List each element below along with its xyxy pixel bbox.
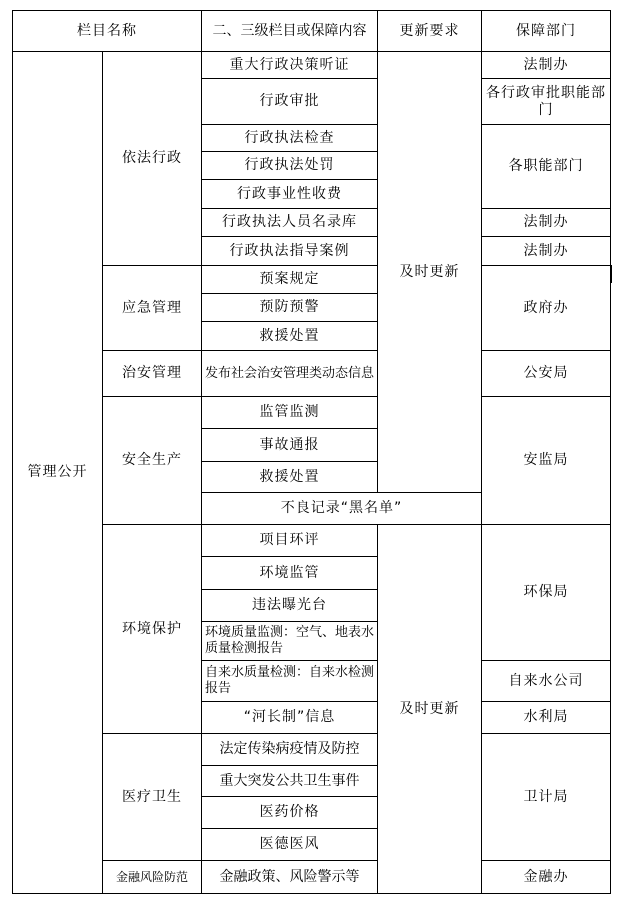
dept-water-bureau: 水利局	[481, 701, 611, 734]
group-legal-administration: 依法行政	[102, 51, 202, 266]
item-violation-exposure: 违法曝光台	[201, 589, 378, 622]
dept-public-security-bureau: 公安局	[481, 350, 611, 397]
header-column-update: 更新要求	[377, 10, 482, 52]
dept-environmental-bureau: 环保局	[481, 524, 611, 661]
dept-legal-office-3: 法制办	[481, 236, 611, 266]
dept-legal-office-1: 法制办	[481, 51, 611, 79]
update-requirement-lower: 及时更新	[377, 524, 482, 894]
group-environmental-protection: 环境保护	[102, 524, 202, 734]
group-emergency-management: 应急管理	[102, 265, 202, 351]
header-column-content: 二、三级栏目或保障内容	[201, 10, 378, 52]
update-requirement-upper: 及时更新	[377, 51, 482, 493]
dept-water-company: 自来水公司	[481, 660, 611, 702]
item-tap-water-report: 自来水质量检测：自来水检测报告	[201, 660, 378, 702]
item-security-dynamic-info: 发布社会治安管理类动态信息	[201, 350, 378, 397]
group-medical-health: 医疗卫生	[102, 733, 202, 861]
group-public-security: 治安管理	[102, 350, 202, 397]
header-column-department: 保障部门	[481, 10, 611, 52]
item-plan-rules: 预案规定	[201, 265, 378, 294]
item-enforcement-inspection: 行政执法检查	[201, 124, 378, 152]
item-public-health-emergency: 重大突发公共卫生事件	[201, 765, 378, 797]
item-rescue-disposal-safety: 救援处置	[201, 461, 378, 493]
group-financial-risk: 金融风险防范	[102, 860, 202, 894]
item-enforcement-penalty: 行政执法处罚	[201, 151, 378, 180]
item-enforcement-guidance-cases: 行政执法指导案例	[201, 236, 378, 266]
item-bad-record-blacklist: 不良记录“黑名单”	[201, 492, 482, 525]
group-safety-production: 安全生产	[102, 396, 202, 525]
item-rescue-disposal-emergency: 救援处置	[201, 321, 378, 351]
item-epidemic-control: 法定传染病疫情及防控	[201, 733, 378, 766]
text-cursor-mark	[610, 265, 612, 283]
item-river-chief-info: “河长制”信息	[201, 701, 378, 734]
item-administrative-approval: 行政审批	[201, 78, 378, 125]
item-enforcement-staff-directory: 行政执法人员名录库	[201, 208, 378, 237]
section-management-disclosure: 管理公开	[12, 51, 103, 894]
item-project-eia: 项目环评	[201, 524, 378, 557]
dept-health-bureau: 卫计局	[481, 733, 611, 861]
header-column-name: 栏目名称	[12, 10, 202, 52]
dept-legal-office-2: 法制办	[481, 208, 611, 237]
item-financial-policy: 金融政策、风险警示等	[201, 860, 378, 894]
dept-finance-office: 金融办	[481, 860, 611, 894]
item-supervision-monitoring: 监管监测	[201, 396, 378, 429]
item-medicine-price: 医药价格	[201, 796, 378, 829]
dept-government-office: 政府办	[481, 265, 611, 351]
item-major-decision-hearing: 重大行政决策听证	[201, 51, 378, 79]
dept-approval-departments: 各行政审批职能部门	[481, 78, 611, 125]
item-administrative-fees: 行政事业性收费	[201, 179, 378, 209]
item-accident-report: 事故通报	[201, 428, 378, 462]
item-environmental-supervision: 环境监管	[201, 556, 378, 590]
item-medical-ethics: 医德医风	[201, 828, 378, 861]
item-prevention-warning: 预防预警	[201, 293, 378, 322]
dept-safety-bureau: 安监局	[481, 396, 611, 525]
item-environmental-quality-report: 环境质量监测：空气、地表水质量检测报告	[201, 621, 378, 661]
dept-functional-departments: 各职能部门	[481, 124, 611, 209]
